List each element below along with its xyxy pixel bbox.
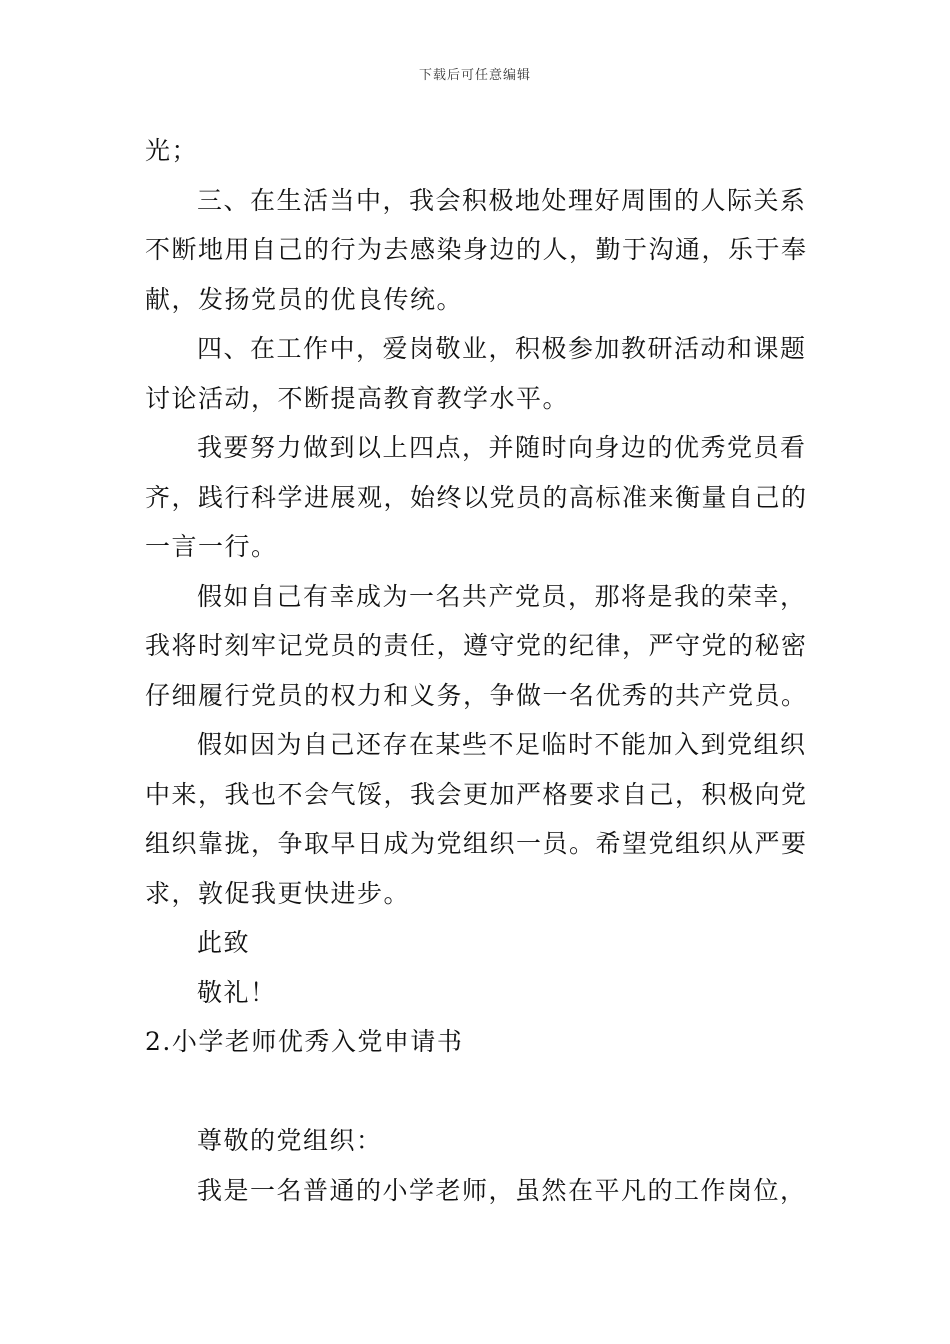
paragraph-point-four: 四、在工作中，爱岗敬业，积极参加教研活动和课题讨论活动，不断提高教育教学水平。	[145, 334, 807, 413]
paragraph-if-not-accepted: 假如因为自己还存在某些不足临时不能加入到党组织中来，我也不会气馁，我会更加严格要求自己，积极向党组织靠拢，争取早日成为党组织一员。希望党组织从严要求，敦促我更快进步。	[145, 730, 808, 908]
page-header-note: 下载后可任意编辑	[418, 68, 531, 83]
paragraph-point-three: 三、在生活当中，我会积极地处理好周围的人际关系不断地用自己的行为去感染身边的人，勤于沟通，乐于奉献，发扬党员的优良传统。	[145, 185, 808, 314]
closing-line-1: 此致	[197, 928, 251, 957]
blank-line	[145, 1067, 809, 1117]
section-title: 2.小学老师优秀入党申请书	[145, 1027, 464, 1056]
paragraph-if-accepted: 假如自己有幸成为一名共产党员，那将是我的荣幸，我将时刻牢记党员的责任，遵守党的纪律，严守党的秘密仔细履行党员的权力和义务，争做一名优秀的共产党员。	[145, 581, 808, 710]
paragraph-commitment: 我要努力做到以上四点，并随时向身边的优秀党员看齐，践行科学进展观，始终以党员的高标准来衡量自己的一言一行。	[145, 433, 808, 561]
paragraph-continuation: 光；	[145, 136, 199, 165]
paragraph-intro: 我是一名普通的小学老师，虽然在平凡的工作岗位，	[197, 1175, 807, 1205]
document-body	[145, 126, 809, 1215]
salutation: 尊敬的党组织：	[197, 1126, 383, 1155]
closing-line-2: 敬礼！	[197, 977, 277, 1007]
